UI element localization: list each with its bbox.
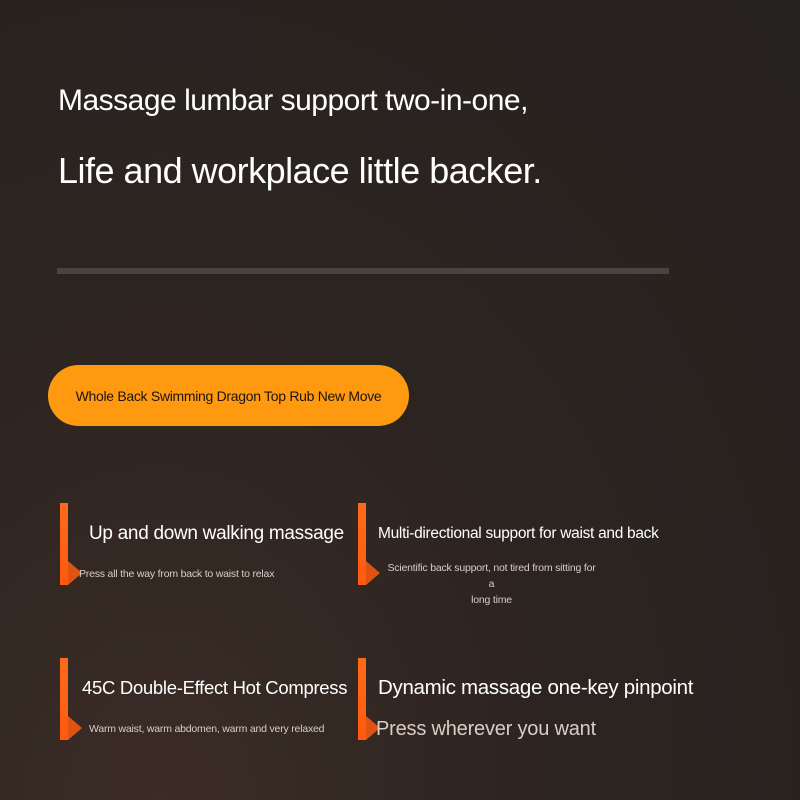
- feature-desc: [384, 560, 599, 608]
- feature-multi-directional-support: [358, 503, 688, 606]
- accent-bar: [358, 658, 366, 740]
- accent-bar: [60, 658, 68, 740]
- feature-title: 45C Double-Effect Hot Compress: [82, 677, 348, 698]
- feature-desc: Press all the way from back to waist to relax: [79, 568, 275, 580]
- headline-line-2: Life and workplace little backer.: [58, 150, 542, 191]
- feature-desc-line-2: long time: [471, 594, 512, 606]
- accent-bar: [60, 503, 68, 585]
- feature-desc: Press wherever you want: [376, 718, 596, 740]
- feature-title: Multi-directional support for waist and back: [378, 525, 659, 542]
- feature-dynamic-massage: [358, 658, 698, 748]
- feature-badge-label: Whole Back Swimming Dragon Top Rub New Move: [75, 387, 382, 404]
- accent-bar: [358, 503, 366, 585]
- feature-title: Up and down walking massage: [89, 523, 344, 544]
- headline-line-1: Massage lumbar support two-in-one,: [58, 84, 528, 117]
- feature-hot-compress: [60, 658, 350, 748]
- feature-walking-massage: [60, 503, 344, 593]
- feature-title: Dynamic massage one-key pinpoint: [378, 676, 694, 699]
- divider: [57, 268, 669, 274]
- feature-badge: [48, 365, 409, 426]
- feature-desc-line-1: Scientific back support, not tired from sitting for a: [387, 562, 596, 590]
- feature-desc: Warm waist, warm abdomen, warm and very relaxed: [89, 723, 325, 735]
